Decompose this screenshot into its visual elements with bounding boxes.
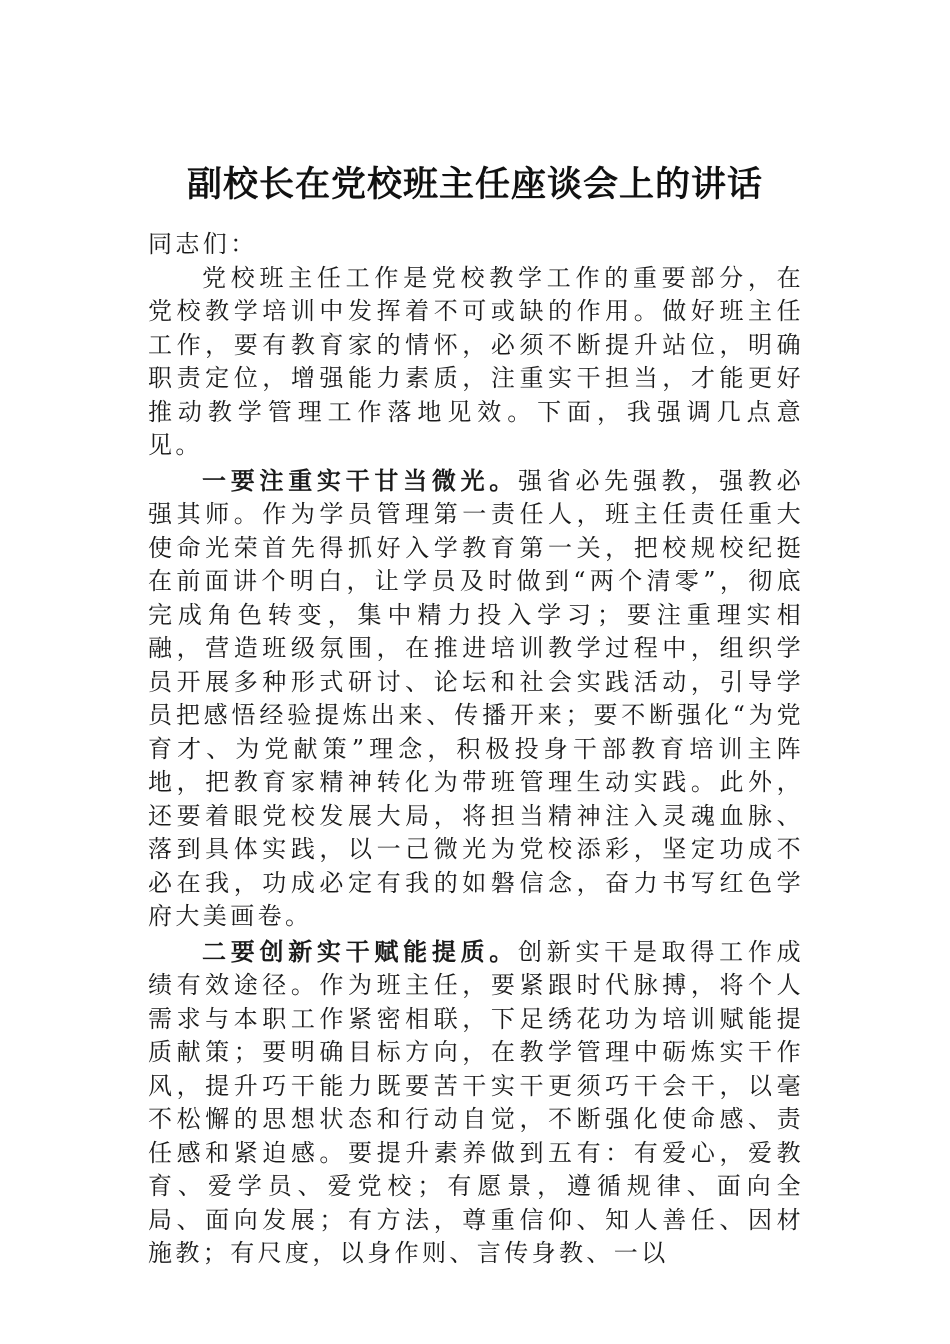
intro-paragraph: 党校班主任工作是党校教学工作的重要部分，在党校教学培训中发挥着不可或缺的作用。做好班主任工作，要有教育家的情怀，必须不断提升站位，明确职责定位，增强能力素质，注重实干担当，才能更好推动教学管理工作落地见效。下面，我强调几点意见。 bbox=[148, 263, 804, 459]
section-text-2: 创新实干是取得工作成绩有效途径。作为班主任，要紧跟时代脉搏，将个人需求与本职工作紧密相联，下足绣花功为培训赋能提质献策；要明确目标方向，在教学管理中砺炼实干作风，提升巧干能力既要苦干实干更须巧干会干，以毫不松懈的思想状态和行动自觉，不断强化使命感、责任感和紧迫感。要提升素养做到五有：有爱心，爱教育、爱学员、爱党校；有愿景，遵循规律、面向全局、面向发展；有方法，尊重信仰、知人善任、因材施教；有尺度，以身作则、言传身教、一以 bbox=[148, 937, 804, 1267]
section-text-1: 强省必先强教，强教必强其师。作为学员管理第一责任人，班主任责任重大使命光荣首先得抓好入学教育第一关，把校规校纪挺在前面讲个明白，让学员及时做到“两个清零”，彻底完成角色转变，集中精力投入学习；要注重理实相融，营造班级氛围，在推进培训教学过程中，组织学员开展多种形式研讨、论坛和社会实践活动，引导学员把感悟经验提炼出来、传播开来；要不断强化“为党育才、为党献策”理念，积极投身干部教育培训主阵地，把教育家精神转化为带班管理生动实践。此外，还要着眼党校发展大局，将担当精神注入灵魂血脉、落到具体实践，以一己微光为党校添彩，坚定功成不必在我，功成必定有我的如磐信念，奋力书写红色学府大美画卷。 bbox=[148, 466, 804, 930]
salutation: 同志们： bbox=[148, 230, 258, 258]
section-heading-1: 一要注重实干甘当微光。 bbox=[202, 465, 519, 495]
section-heading-2: 二要创新实干赋能提质。 bbox=[202, 936, 519, 966]
section-paragraph-2 bbox=[148, 935, 804, 1271]
document-body bbox=[148, 228, 804, 1271]
section-paragraph-1 bbox=[148, 464, 804, 934]
document-title: 副校长在党校班主任座谈会上的讲话 bbox=[186, 164, 763, 205]
